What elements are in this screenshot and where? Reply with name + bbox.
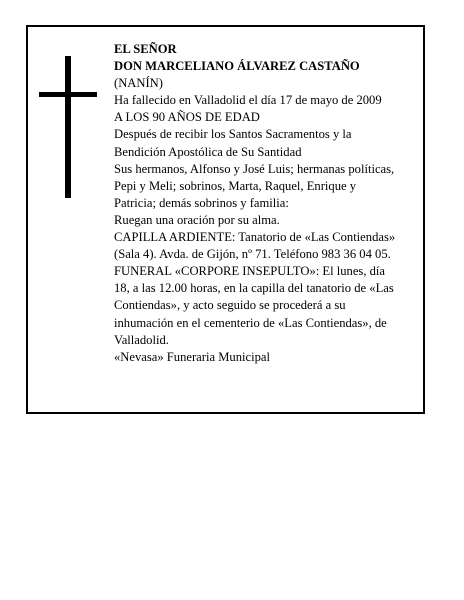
funeral-line: inhumación en el cementerio de «Las Contiendas», de	[114, 315, 387, 330]
cross-horizontal-bar	[39, 92, 97, 97]
funeral-line: Contiendas», y acto seguido se procederá a su	[114, 298, 346, 313]
funeral-line: Valladolid.	[114, 332, 169, 347]
funeral-line: FUNERAL «CORPORE INSEPULTO»: El lunes, día	[114, 264, 386, 279]
notice-text-block	[114, 41, 422, 366]
funeral-line: 18, a las 12.00 horas, en la capilla del tanatorio de «Las	[114, 281, 394, 296]
family-line: Patricia; demás sobrinos y familia:	[114, 195, 289, 210]
sacraments-line: Después de recibir los Santos Sacramentos y la	[114, 127, 352, 142]
deceased-name: DON MARCELIANO ÁLVAREZ CASTAÑO	[114, 59, 360, 74]
funeral-home-line: «Nevasa» Funeraria Municipal	[114, 349, 270, 364]
chapel-line: CAPILLA ARDIENTE: Tanatorio de «Las Contiendas»	[114, 230, 396, 245]
cross-icon	[39, 56, 97, 198]
chapel-line: (Sala 4). Avda. de Gijón, nº 71. Teléfono 983 36 04 05.	[114, 247, 391, 262]
age-line: A LOS 90 AÑOS DE EDAD	[114, 110, 260, 125]
family-line: Pepi y Meli; sobrinos, Marta, Raquel, Enrique y	[114, 178, 357, 193]
sacraments-line: Bendición Apostólica de Su Santidad	[114, 144, 302, 159]
prayer-request-line: Ruegan una oración por su alma.	[114, 212, 280, 227]
obituary-notice	[26, 25, 425, 414]
family-line: Sus hermanos, Alfonso y José Luis; hermanas políticas,	[114, 161, 395, 176]
death-date-line: Ha fallecido en Valladolid el día 17 de mayo de 2009	[114, 93, 382, 108]
notice-title: EL SEÑOR	[114, 42, 177, 56]
cross-vertical-bar	[65, 56, 71, 198]
deceased-nickname: (NANÍN)	[114, 76, 163, 91]
